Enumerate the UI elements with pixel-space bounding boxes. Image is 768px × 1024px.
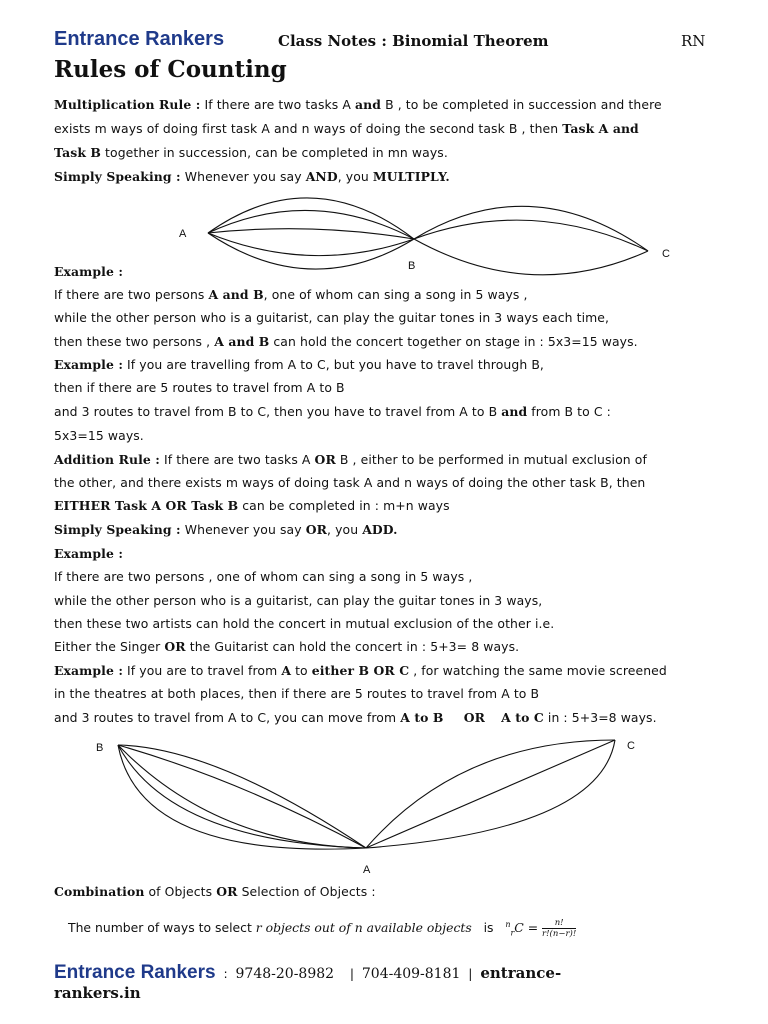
- diagram1-label-a: A: [179, 228, 187, 240]
- text-line: Simply Speaking : Whenever you say AND, you MULTIPLY.: [54, 169, 450, 184]
- text-line: and 3 routes to travel from A to C, you can move from A to B OR A to C in : 5+3=8 ways.: [54, 710, 657, 725]
- diagram2-label-c: C: [627, 740, 635, 752]
- footer-contact: Entrance Rankers : 9748-20-8982 | 704-409-8181 | entrance-: [54, 962, 562, 983]
- text-line: while the other person who is a guitarist, can play the guitar tones in 3 ways each time,: [54, 310, 610, 325]
- footer-website-cont: rankers.in: [54, 984, 141, 1002]
- footer-website: entrance-: [480, 964, 562, 982]
- text-line: and 3 routes to travel from B to C, then you have to travel from A to B and from B to C :: [54, 404, 611, 419]
- text-line: Task B together in succession, can be completed in mn ways.: [54, 145, 448, 160]
- text-line: Example : If you are travelling from A to C, but you have to travel through B,: [54, 357, 544, 372]
- header-initials: RN: [681, 32, 706, 50]
- diagram2-label-b: B: [96, 742, 104, 754]
- footer-phone-1: 9748-20-8982: [235, 966, 335, 982]
- text-line: in the theatres at both places, then if there are 5 routes to travel from A to B: [54, 686, 540, 701]
- text-line: then if there are 5 routes to travel from A to B: [54, 380, 345, 395]
- text-line: EITHER Task A OR Task B can be completed in : m+n ways: [54, 498, 450, 513]
- combination-formula: The number of ways to select r objects out of n available objects is $^n_r$C = $\frac{n!}{r!(n-r)!}$: [68, 918, 577, 939]
- text-line: exists m ways of doing first task A and n ways of doing the second task B , then Task A and: [54, 121, 639, 136]
- text-line: If there are two persons , one of whom can sing a song in 5 ways ,: [54, 569, 473, 584]
- text-line: Either the Singer OR the Guitarist can hold the concert in : 5+3= 8 ways.: [54, 639, 520, 654]
- diagram2-label-a: A: [363, 864, 371, 876]
- footer-brand: Entrance Rankers: [54, 962, 216, 983]
- text-line: Combination of Objects OR Selection of Objects :: [54, 884, 376, 899]
- text-line: then these two persons , A and B can hold the concert together on stage in : 5x3=15 ways.: [54, 334, 638, 349]
- header-title: Class Notes : Binomial Theorem: [278, 32, 549, 50]
- text-line: Example : If you are to travel from A to either B OR C , for watching the same movie screened: [54, 663, 667, 678]
- text-line: Simply Speaking : Whenever you say OR, you ADD.: [54, 522, 398, 537]
- footer-phone-2: 704-409-8181: [361, 966, 461, 982]
- text-line: while the other person who is a guitarist, can play the guitar tones in 3 ways,: [54, 593, 543, 608]
- text-line: Addition Rule : If there are two tasks A OR B , either to be performed in mutual exclusion of: [54, 452, 647, 467]
- text-line: Example :: [54, 546, 124, 561]
- diagram1-label-c: C: [662, 248, 670, 260]
- text-line: 5x3=15 ways.: [54, 428, 144, 443]
- header-brand: Entrance Rankers: [54, 28, 225, 50]
- text-line: If there are two persons A and B, one of whom can sing a song in 5 ways ,: [54, 287, 528, 302]
- page-heading: Rules of Counting: [54, 56, 287, 83]
- diagram1-label-b: B: [408, 260, 416, 272]
- text-line: then these two artists can hold the concert in mutual exclusion of the other i.e.: [54, 616, 555, 631]
- text-line: Multiplication Rule : If there are two tasks A and B , to be completed in succession and there: [54, 97, 662, 112]
- text-line: Example :: [54, 264, 124, 279]
- text-line: the other, and there exists m ways of doing task A and n ways of doing the other task B, then: [54, 475, 646, 490]
